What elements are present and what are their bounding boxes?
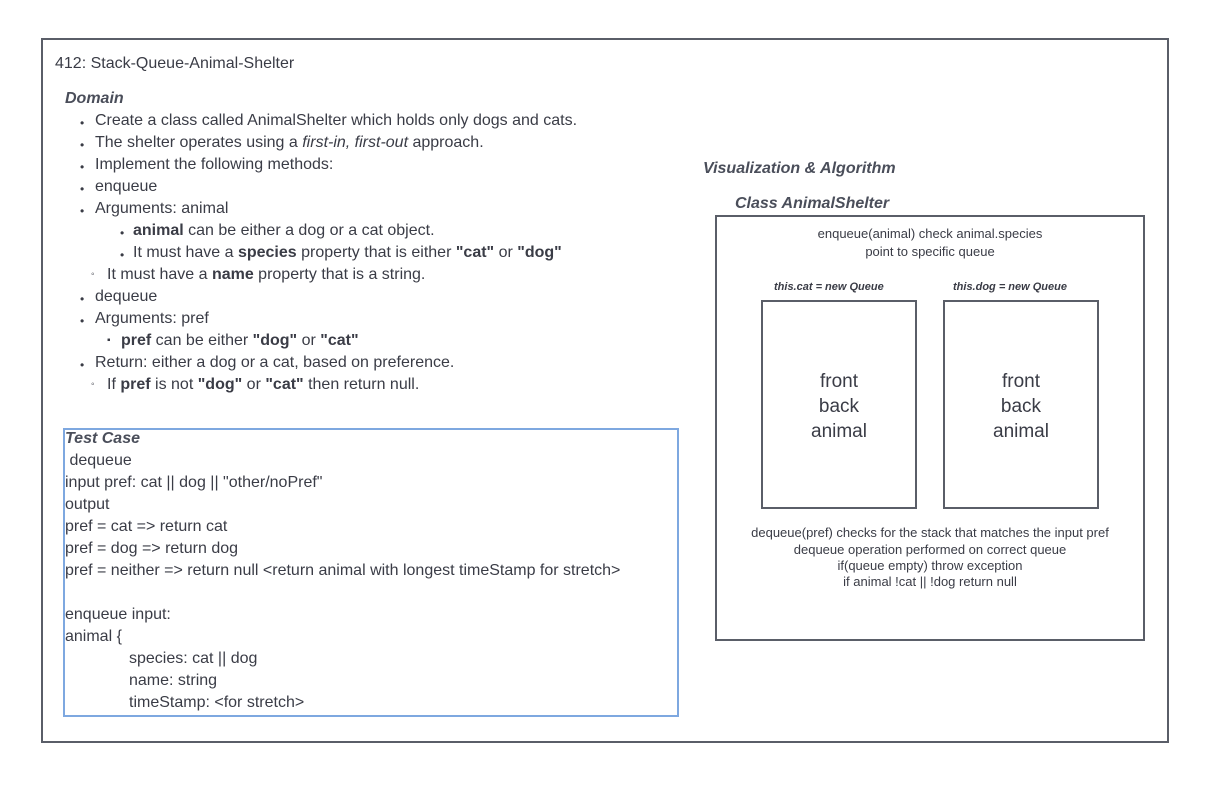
dog-queue-box [943, 300, 1099, 509]
domain-item-pref-type: pref can be either "dog" or "cat" [121, 332, 359, 349]
domain-item-2: The shelter operates using a first-in, first-out approach. [95, 134, 484, 151]
domain-item-3: Implement the following methods: [95, 156, 334, 173]
domain-item-1: Create a class called AnimalShelter which holds only dogs and cats. [95, 112, 578, 129]
class-title: Class AnimalShelter [735, 195, 890, 212]
test-case-heading: Test Case [65, 430, 140, 447]
bullet-dot-icon: • [80, 204, 85, 218]
test-line: output [65, 496, 110, 513]
bullet-dot-icon: • [80, 116, 85, 130]
queue-animal-text: animal [811, 421, 867, 442]
bullet-circle-icon: ◦ [91, 269, 95, 280]
domain-item-name: It must have a name property that is a string. [107, 266, 426, 283]
page-title: 412: Stack-Queue-Animal-Shelter [55, 55, 295, 72]
domain-heading: Domain [65, 90, 124, 107]
bullet-dot-icon: • [120, 248, 125, 262]
bullet-dot-icon: • [80, 182, 85, 196]
domain-item-dequeue: dequeue [95, 288, 158, 305]
queue-front-text: front [819, 371, 859, 392]
test-line: enqueue input: [65, 606, 171, 623]
test-line: pref = neither => return null <return animal with longest timeStamp for stretch> [65, 562, 621, 579]
domain-item-animal-type: animal can be either a dog or a cat object. [133, 222, 435, 239]
bullet-circle-icon: ◦ [91, 379, 95, 390]
domain-item-return: Return: either a dog or a cat, based on preference. [95, 354, 455, 371]
queue-back-text: back [1000, 396, 1042, 417]
queue-back-text: back [818, 396, 860, 417]
bullet-square-icon: ▪ [107, 335, 111, 346]
bullet-dot-icon: • [80, 314, 85, 328]
dog-queue-label: this.dog = new Queue [953, 281, 1067, 293]
domain-item-args-pref: Arguments: pref [95, 310, 209, 327]
test-line: input pref: cat || dog || "other/noPref" [65, 474, 323, 491]
test-line: pref = dog => return dog [65, 540, 239, 557]
dequeue-note-line: dequeue operation performed on correct queue [793, 542, 1067, 557]
cat-queue-label: this.cat = new Queue [774, 281, 884, 293]
test-line: name: string [129, 672, 218, 689]
bullet-dot-icon: • [80, 138, 85, 152]
dequeue-note-line: if animal !cat || !dog return null [843, 574, 1017, 589]
domain-item-species: It must have a species property that is either "cat" or "dog" [133, 244, 562, 261]
cat-queue-box [761, 300, 917, 509]
bullet-dot-icon: • [80, 358, 85, 372]
domain-item-return-null: If pref is not "dog" or "cat" then return null. [107, 376, 420, 393]
visualization-heading: Visualization & Algorithm [703, 160, 896, 177]
test-line: animal { [65, 628, 122, 645]
bullet-dot-icon: • [120, 226, 125, 240]
bullet-dot-icon: • [80, 292, 85, 306]
test-line: species: cat || dog [129, 650, 258, 667]
domain-item-args-animal: Arguments: animal [95, 200, 229, 217]
queue-animal-text: animal [993, 421, 1049, 442]
enqueue-note-line: enqueue(animal) check animal.species [817, 226, 1043, 241]
domain-item-enqueue: enqueue [95, 178, 158, 195]
dequeue-note-line: dequeue(pref) checks for the stack that matches the input pref [751, 525, 1109, 540]
test-line: timeStamp: <for stretch> [129, 694, 305, 711]
enqueue-note-line: point to specific queue [865, 244, 995, 259]
dequeue-note-line: if(queue empty) throw exception [837, 558, 1023, 573]
test-line: dequeue [65, 452, 132, 469]
test-line: pref = cat => return cat [65, 518, 228, 535]
queue-front-text: front [1001, 371, 1041, 392]
bullet-dot-icon: • [80, 160, 85, 174]
